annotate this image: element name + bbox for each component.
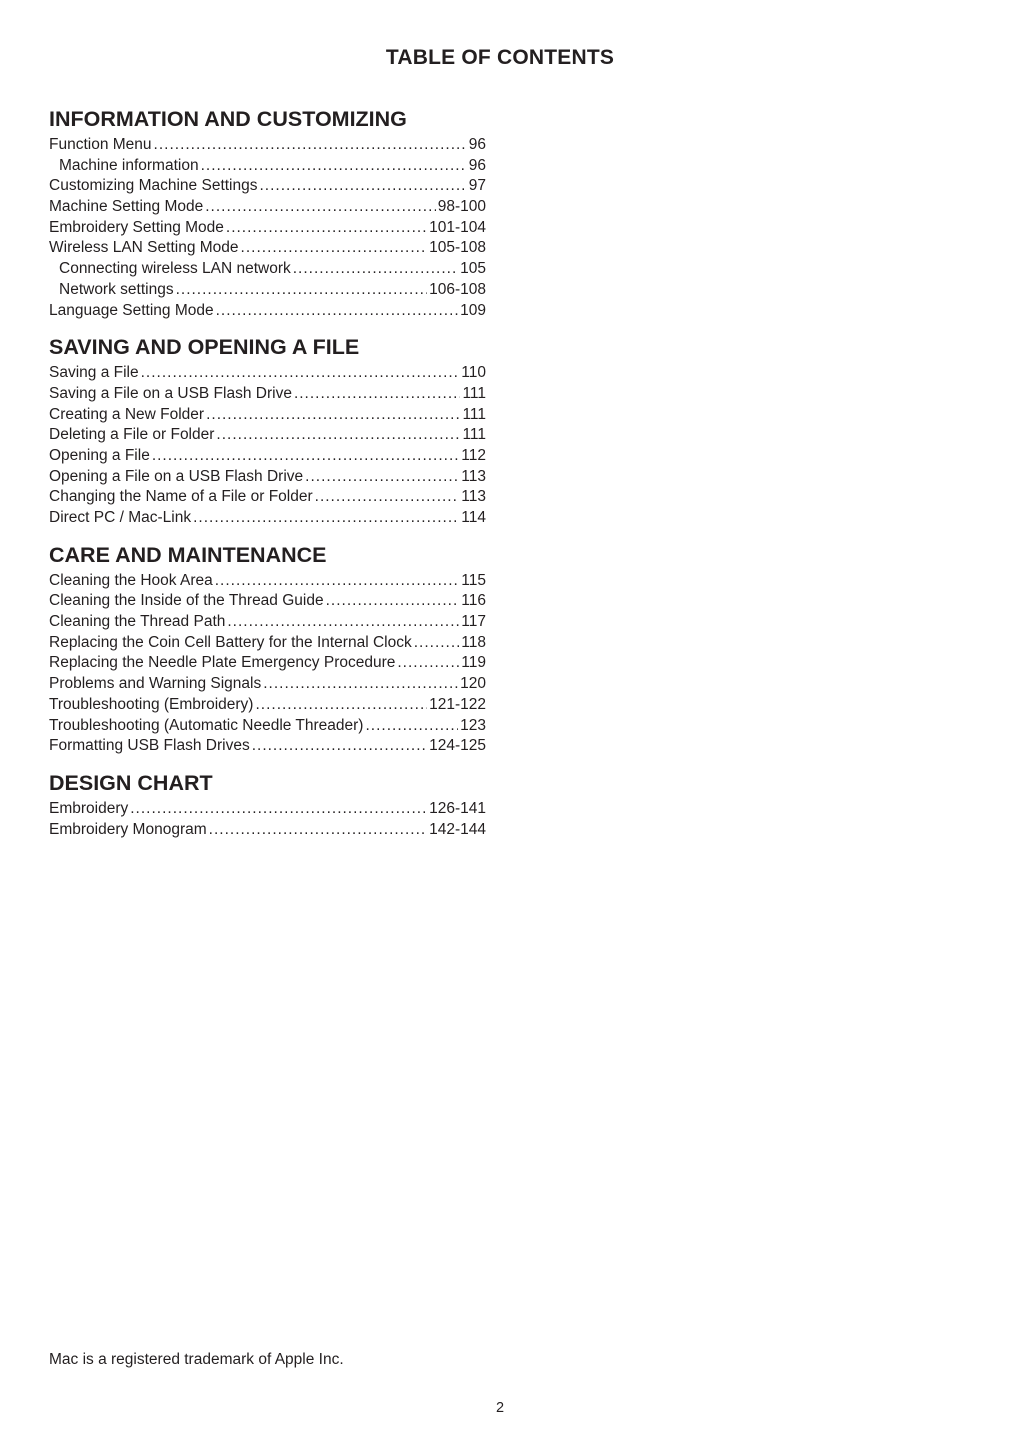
- toc-entry-label: Machine Setting Mode: [49, 198, 204, 216]
- toc-entry-page: 120: [460, 675, 486, 693]
- toc-entry-label: Cleaning the Thread Path: [49, 613, 226, 631]
- page-number: 2: [495, 1400, 505, 1416]
- toc-entry-label: Creating a New Folder: [49, 405, 205, 423]
- trademark-footnote: Mac is a registered trademark of Apple Inc.: [49, 1351, 344, 1368]
- toc-entry-page: 112: [461, 446, 486, 464]
- toc-entry-label: Saving a File on a USB Flash Drive: [49, 384, 292, 402]
- toc-entry: [49, 176, 486, 197]
- toc-entry-page: 101-104: [429, 218, 486, 236]
- dot-leader: [326, 591, 460, 612]
- toc-section: [49, 332, 486, 529]
- table-of-contents: [49, 104, 486, 851]
- toc-entry-label: Language Setting Mode: [49, 301, 214, 319]
- toc-entry-page: 142-144: [429, 820, 486, 838]
- toc-entry-label: Troubleshooting (Automatic Needle Threader): [49, 716, 364, 734]
- toc-entry-label: Replacing the Needle Plate Emergency Procedure: [49, 654, 396, 672]
- toc-entry-page: 116: [461, 592, 486, 610]
- toc-entry-page: 111: [462, 384, 486, 402]
- toc-entry-page: 113: [461, 488, 486, 506]
- toc-entry-page: 105-108: [429, 239, 486, 257]
- dot-leader: [215, 571, 460, 592]
- toc-entry-label: Deleting a File or Folder: [49, 426, 215, 444]
- dot-leader: [365, 716, 458, 737]
- toc-subentry: [49, 259, 486, 280]
- toc-entry: [49, 135, 486, 156]
- toc-entry: [49, 571, 486, 592]
- toc-entry-page: 105: [460, 260, 486, 278]
- toc-subentry: [49, 156, 486, 177]
- toc-entry-page: 123: [460, 716, 486, 734]
- toc-entry: [49, 674, 486, 695]
- toc-entry-page: 119: [461, 654, 486, 672]
- toc-entry: [49, 653, 486, 674]
- dot-leader: [154, 135, 467, 156]
- toc-entry-page: 114: [461, 509, 486, 526]
- dot-leader: [252, 736, 427, 757]
- toc-entry-label: Embroidery Setting Mode: [49, 218, 224, 236]
- toc-entry: [49, 591, 486, 612]
- toc-entry-label: Changing the Name of a File or Folder: [49, 488, 313, 506]
- toc-entry: [49, 487, 486, 508]
- toc-entry-label: Network settings: [59, 280, 174, 298]
- dot-leader: [241, 238, 428, 259]
- toc-entry: [49, 695, 486, 716]
- dot-leader: [227, 612, 459, 633]
- toc-entry-page: 126-141: [429, 799, 486, 817]
- dot-leader: [315, 487, 460, 508]
- dot-leader: [130, 799, 427, 820]
- toc-entry-label: Opening a File on a USB Flash Drive: [49, 467, 304, 485]
- toc-entry-label: Replacing the Coin Cell Battery for the Internal Clock: [49, 633, 412, 651]
- toc-section: [49, 768, 486, 840]
- toc-entry: [49, 238, 486, 259]
- section-heading: SAVING AND OPENING A FILE: [49, 335, 360, 360]
- dot-leader: [414, 633, 460, 654]
- dot-leader: [294, 384, 461, 405]
- toc-entry-label: Opening a File: [49, 446, 150, 464]
- dot-leader: [176, 280, 428, 301]
- section-heading: CARE AND MAINTENANCE: [49, 542, 327, 567]
- dot-leader: [293, 259, 458, 280]
- toc-entry-label: Formatting USB Flash Drives: [49, 737, 250, 755]
- dot-leader: [263, 674, 458, 695]
- toc-entry-label: Saving a File: [49, 364, 139, 382]
- toc-entry-label: Connecting wireless LAN network: [59, 260, 291, 278]
- toc-entry: [49, 197, 486, 218]
- toc-entry-page: 98-100: [437, 198, 486, 216]
- toc-section: [49, 540, 486, 757]
- toc-entry-page: 97: [468, 177, 486, 195]
- toc-entry-page: 96: [468, 156, 486, 174]
- toc-entry: [49, 633, 486, 654]
- toc-entry-page: 111: [462, 426, 486, 444]
- toc-entry-label: Machine information: [59, 156, 199, 174]
- toc-entry-label: Customizing Machine Settings: [49, 177, 258, 195]
- toc-entry: [49, 405, 486, 426]
- toc-entry: [49, 384, 486, 405]
- toc-entry: [49, 820, 486, 841]
- dot-leader: [255, 695, 427, 716]
- section-heading: DESIGN CHART: [49, 770, 213, 795]
- toc-entry: [49, 612, 486, 633]
- toc-entry-label: Wireless LAN Setting Mode: [49, 239, 239, 257]
- toc-subentry: [49, 280, 486, 301]
- toc-entry: [49, 716, 486, 737]
- toc-entry: [49, 425, 486, 446]
- toc-entry-label: Cleaning the Inside of the Thread Guide: [49, 592, 324, 610]
- toc-entry: [49, 736, 486, 757]
- dot-leader: [152, 446, 459, 467]
- toc-entry: [49, 467, 486, 488]
- toc-entry-page: 117: [461, 613, 486, 631]
- toc-entry-label: Troubleshooting (Embroidery): [49, 695, 254, 713]
- page-title: TABLE OF CONTENTS: [385, 46, 615, 69]
- section-heading: INFORMATION AND CUSTOMIZING: [49, 107, 407, 131]
- dot-leader: [201, 156, 467, 177]
- toc-entry-label: Direct PC / Mac-Link: [49, 509, 192, 526]
- toc-entry-page: 110: [461, 364, 486, 382]
- toc-entry-label: Embroidery: [49, 799, 129, 817]
- dot-leader: [305, 467, 459, 488]
- toc-entry-page: 115: [461, 571, 486, 589]
- toc-entry-page: 109: [460, 301, 486, 319]
- toc-entry: [49, 446, 486, 467]
- dot-leader: [193, 508, 459, 529]
- dot-leader: [397, 653, 459, 674]
- toc-section: [49, 104, 486, 321]
- toc-entry-page: 96: [468, 136, 486, 153]
- dot-leader: [226, 218, 427, 239]
- dot-leader: [260, 176, 467, 197]
- toc-entry: [49, 508, 486, 529]
- toc-entry-label: Function Menu: [49, 136, 152, 153]
- dot-leader: [209, 820, 427, 841]
- toc-entry-page: 113: [461, 467, 486, 485]
- toc-entry: [49, 301, 486, 322]
- toc-entry: [49, 218, 486, 239]
- dot-leader: [141, 363, 460, 384]
- toc-entry-page: 111: [462, 405, 486, 423]
- dot-leader: [216, 301, 459, 322]
- dot-leader: [205, 197, 436, 218]
- toc-entry-page: 106-108: [429, 280, 486, 298]
- toc-entry-page: 124-125: [429, 737, 486, 755]
- toc-entry-page: 121-122: [429, 695, 486, 713]
- toc-entry-label: Embroidery Monogram: [49, 820, 207, 838]
- toc-entry-label: Problems and Warning Signals: [49, 675, 262, 693]
- toc-entry: [49, 363, 486, 384]
- toc-entry-page: 118: [461, 633, 486, 651]
- dot-leader: [206, 405, 460, 426]
- toc-entry: [49, 799, 486, 820]
- toc-entry-label: Cleaning the Hook Area: [49, 571, 213, 589]
- dot-leader: [216, 425, 460, 446]
